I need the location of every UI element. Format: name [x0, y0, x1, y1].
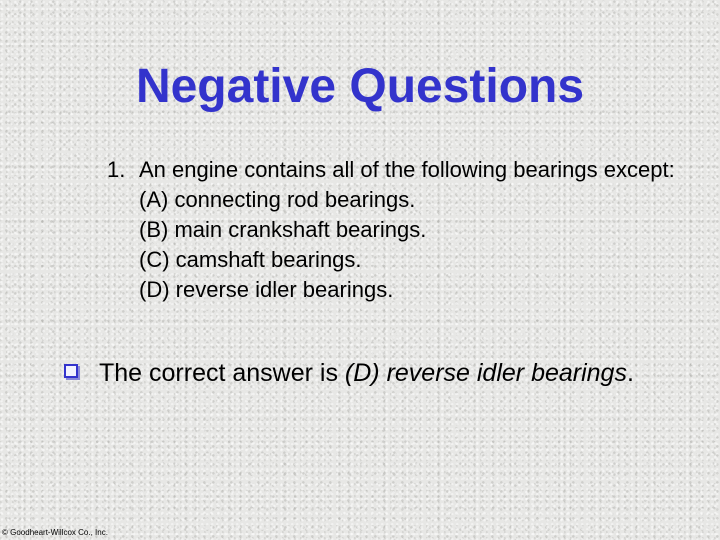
answer-suffix: .	[626, 359, 634, 387]
answer-options	[107, 185, 687, 305]
checkbox-square-bullet-icon	[64, 357, 99, 390]
question-number: 1.	[107, 157, 126, 182]
question-text: An engine contains all of the following bearings except:	[139, 157, 675, 182]
answer-text	[99, 357, 664, 390]
option-a: (A) connecting rod bearings.	[139, 187, 416, 212]
answer-prefix: The correct answer is	[99, 359, 345, 387]
question-stem	[107, 155, 687, 185]
answer-block	[64, 357, 664, 390]
option-d: (D) reverse idler bearings.	[139, 277, 394, 302]
copyright-notice: © Goodheart-Willcox Co., Inc.	[2, 528, 108, 537]
question-block	[107, 155, 687, 305]
option-b: (B) main crankshaft bearings.	[139, 217, 427, 242]
option-c: (C) camshaft bearings.	[139, 247, 362, 272]
answer-highlight: (D) reverse idler bearings	[344, 359, 627, 387]
slide-title: Negative Questions	[135, 60, 585, 113]
